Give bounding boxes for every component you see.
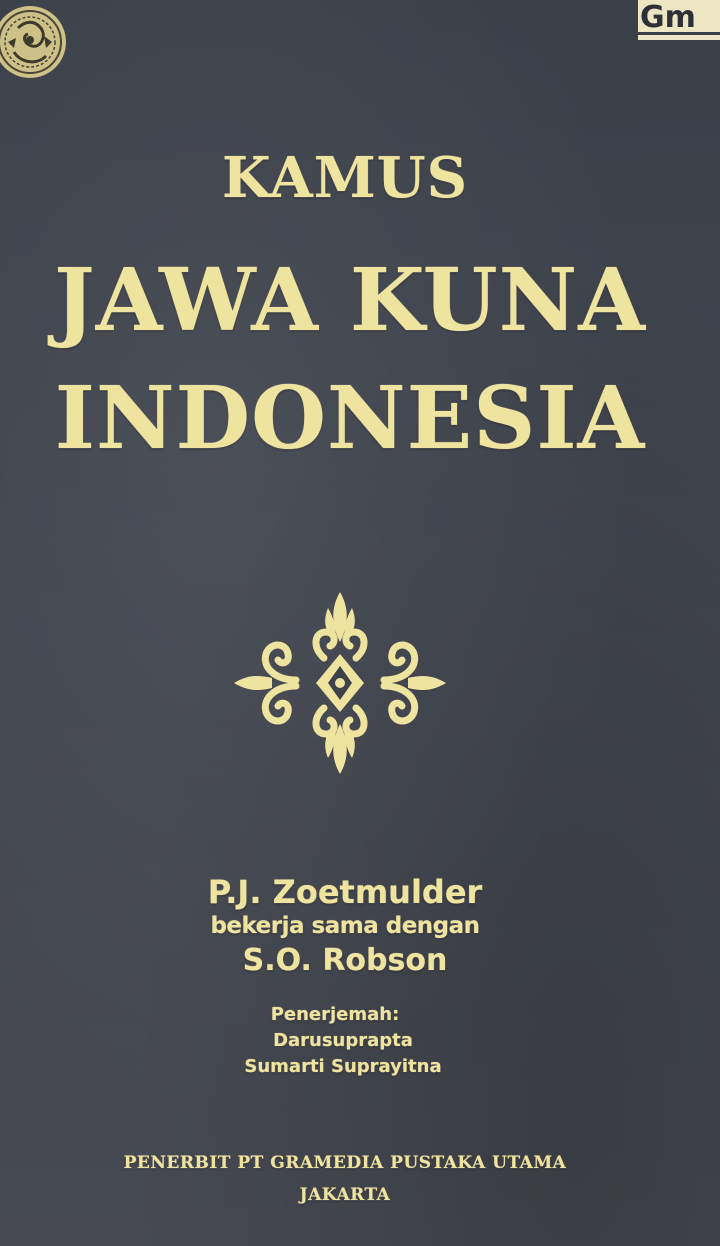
publisher-logo-icon <box>638 0 720 44</box>
translator-name: Darusuprapta <box>273 1030 413 1051</box>
ornament-icon <box>232 588 448 778</box>
publisher-name: PENERBIT PT GRAMEDIA PUSTAKA UTAMA <box>123 1153 567 1173</box>
title-jawa-kuna: JAWA KUNA <box>54 250 646 351</box>
title-kamus: KAMUS <box>221 145 469 211</box>
translator-label: Penerjemah: <box>270 1004 400 1025</box>
collaboration-note: bekerja sama dengan <box>210 913 480 939</box>
author-name: P.J. Zoetmulder <box>207 873 483 911</box>
coauthor-name: S.O. Robson <box>242 943 448 978</box>
publisher-city: JAKARTA <box>299 1185 391 1205</box>
translator-name: Sumarti Suprayitna <box>244 1056 442 1077</box>
publisher-logo-text: Gm <box>640 0 696 35</box>
seal-emblem-icon <box>0 0 74 102</box>
title-indonesia: INDONESIA <box>54 368 646 469</box>
